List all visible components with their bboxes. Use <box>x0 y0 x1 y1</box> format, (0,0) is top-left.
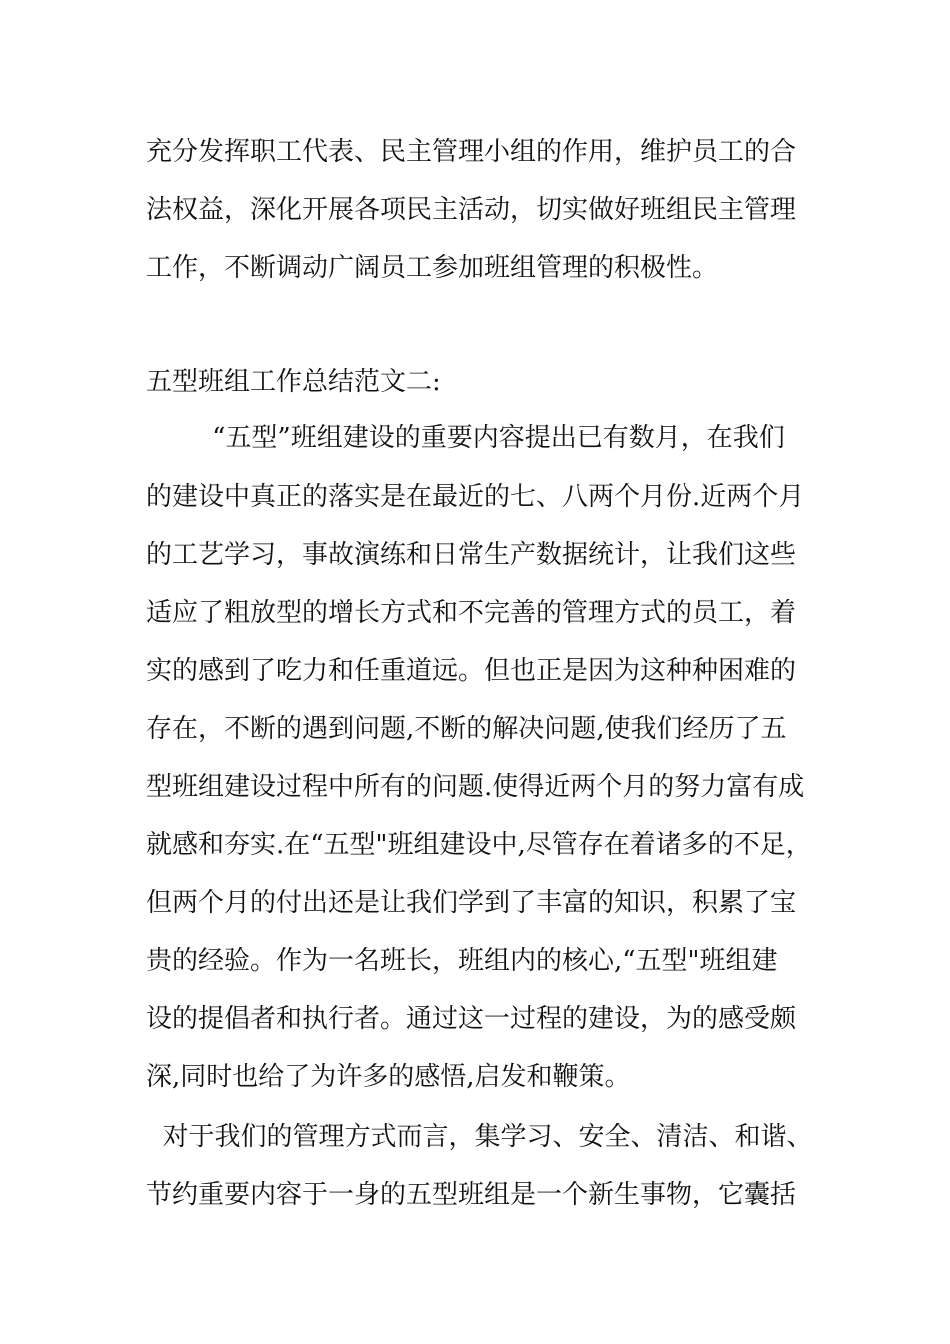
paragraph-line: 对于我们的管理方式而言，集学习、安全、清洁、和谐、 <box>146 1122 813 1152</box>
paragraph-line: 充分发挥职工代表、民主管理小组的作用，维护员工的合 <box>146 137 797 167</box>
paragraph-line: 贵的经验。作为一名班长，班组内的核心,“五型"班组建 <box>146 946 778 976</box>
paragraph-line: 的工艺学习，事故演练和日常生产数据统计，让我们这些 <box>146 540 797 570</box>
paragraph-line: 设的提倡者和执行者。通过这一过程的建设，为的感受颇 <box>146 1004 797 1034</box>
paragraph-line: 适应了粗放型的增长方式和不完善的管理方式的员工，着 <box>146 598 797 628</box>
section-heading: 五型班组工作总结范文二: <box>146 367 441 397</box>
paragraph-line: 就感和夯实.在“五型"班组建设中,尽管存在着诸多的不足， <box>146 830 812 860</box>
paragraph-line: 节约重要内容于一身的五型班组是一个新生事物，它囊括 <box>146 1180 797 1210</box>
paragraph-line: 型班组建设过程中所有的问题.使得近两个月的努力富有成 <box>146 772 805 802</box>
paragraph-line: 实的感到了吃力和任重道远。但也正是因为这种种困难的 <box>146 656 797 686</box>
paragraph-line: 深,同时也给了为许多的感悟,启发和鞭策。 <box>146 1062 631 1092</box>
paragraph-line: 工作，不断调动广阔员工参加班组管理的积极性。 <box>146 253 719 283</box>
paragraph-line: 存在，不断的遇到问题,不断的解决问题,使我们经历了五 <box>146 714 787 744</box>
paragraph-line: “五型”班组建设的重要内容提出已有数月，在我们 <box>146 423 785 453</box>
paragraph-line: 的建设中真正的落实是在最近的七、八两个月份.近两个月 <box>146 482 805 512</box>
paragraph-line: 但两个月的付出还是让我们学到了丰富的知识，积累了宝 <box>146 888 797 918</box>
paragraph-line: 法权益，深化开展各项民主活动，切实做好班组民主管理 <box>146 195 797 225</box>
